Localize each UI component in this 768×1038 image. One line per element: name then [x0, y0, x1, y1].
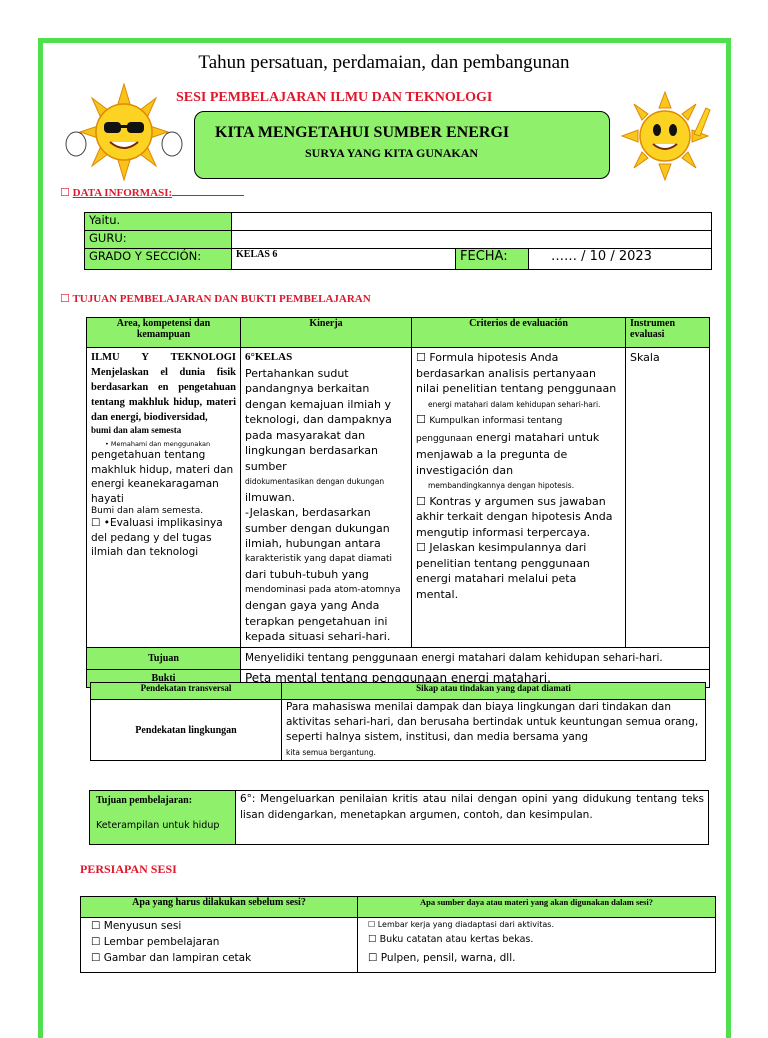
page-subtitle: SURYA YANG KITA GUNAKAN: [305, 146, 479, 160]
prep-table: [80, 896, 716, 973]
transversal-attitude: Para mahasiswa menilai dampak dan biaya lingkungan dari tindakan dan aktivitas sehari-hari, dan berusaha bertindak untuk keuntungan semua orang, seperti halnya sistem, institusi, dan media bersama yang kita semua bergantung.: [282, 700, 706, 761]
criteria-item: ☐ Formula hipotesis Anda berdasarkan analisis pertanyaan nilai penelitian tentang penggunaan energi matahari dalam kehidupan sehari-hari.: [416, 351, 617, 409]
list-item: ☐ Gambar dan lampiran cetak: [91, 952, 252, 964]
criteria-item: ☐ Kumpulkan informasi tentang penggunaan energi matahari untuk menjawab a la pregunta de investigación dan membandingkannya dengan hipotesis.: [416, 413, 600, 490]
bullet-evaluasi: ☐ •Evaluasi implikasinya del pedang y del tugas ilmiah dan teknologi: [91, 517, 223, 558]
area-cell: ILMU Y TEKNOLOGI Menjelaskan el dunia fisik berdasarkan en pengetahuan tentang makhluk hidup, materi dan energi, biodiversidad, bumi dan alam semesta • Memahami dan menggunakan pengetahuan tentang makhluk hidup, materi dan energi keanekaragaman hayati Bumi dan alam semesta. ☐ •Evaluasi implikasinya del pedang y del tugas ilmiah dan teknologi: [87, 348, 241, 648]
list-item: ☐ Pulpen, pensil, warna, dll.: [368, 952, 516, 964]
prep-heading: PERSIAPAN SESI: [80, 862, 177, 876]
data-info-table: [84, 212, 712, 270]
date-label: FECHA:: [456, 249, 529, 270]
checkbox-icon: ☐: [60, 186, 70, 199]
learning-goal-text: 6°: Mengeluarkan penilaian kritis atau nilai dengan opini yang didukung tentang teks lisan didengarkan, menetapkan argumen, contoh, dan kesimpulan.: [236, 791, 709, 845]
sun-sunglasses-icon: [64, 82, 184, 182]
bullet-small: • Memahami dan menggunakan: [105, 440, 211, 448]
criteria-item: ☐ Kontras y argumen sus jawaban akhir terkait dengan hipotesis Anda mengutip informasi terpercaya.: [416, 494, 613, 539]
prep-before-list: [81, 918, 358, 973]
data-info-heading: ☐ DATA INFORMASI:: [60, 186, 244, 199]
prep-materials-list: [358, 918, 716, 973]
bukti-value: Peta mental tentang penggunaan energi matahari.: [241, 669, 710, 687]
sun-pointing-icon: [620, 90, 720, 182]
bukti-label: Bukti: [87, 669, 241, 687]
transversal-table: [90, 682, 706, 761]
date-value: …… / 10 / 2023: [529, 249, 712, 270]
data-value: [232, 213, 712, 231]
col-header: Sikap atau tindakan yang dapat diamati: [282, 683, 706, 700]
criteria-item: ☐ Jelaskan kesimpulannya dari penelitian tentang penggunaan energi matahari melalui peta mental.: [416, 541, 590, 601]
tujuan-value: Menyelidiki tentang penggunaan energi matahari dalam kehidupan sehari-hari.: [241, 647, 710, 669]
motto: Tahun persatuan, perdamaian, dan pembangunan: [198, 52, 570, 73]
col-header: Apa yang harus dilakukan sebelum sesi?: [81, 897, 358, 918]
col-header: Instrumen evaluasi: [626, 318, 710, 348]
data-label: Yaitu.: [85, 213, 232, 231]
instrument-cell: Skala: [626, 348, 710, 648]
list-item: ☐ Buku catatan atau kertas bekas.: [368, 934, 534, 945]
learning-goal-table: [89, 790, 709, 845]
col-header: Criterios de evaluación: [412, 318, 626, 348]
col-header: Apa sumber daya atau materi yang akan digunakan dalam sesi?: [358, 897, 716, 918]
grade-value: KELAS 6: [232, 249, 456, 270]
checkbox-icon: ☐: [60, 292, 70, 305]
learning-goal-label: Tujuan pembelajaran: Keterampilan untuk hidup: [90, 791, 236, 845]
criteria-cell: [412, 348, 626, 648]
col-header: Area, kompetensi dan kemampuan: [87, 318, 241, 348]
data-label: GURU:: [85, 231, 232, 249]
page-title: KITA MENGETAHUI SUMBER ENERGI: [215, 124, 510, 141]
objectives-heading: ☐ TUJUAN PEMBELAJARAN DAN BUKTI PEMBELAJARAN: [60, 292, 371, 305]
col-header: Pendekatan transversal: [91, 683, 282, 700]
list-item: ☐ Menyusun sesi: [91, 920, 182, 932]
objectives-table: [86, 317, 710, 688]
grade-label: GRADO Y SECCIÓN:: [85, 249, 232, 270]
col-header: Kinerja: [241, 318, 412, 348]
transversal-approach: Pendekatan lingkungan: [91, 700, 282, 761]
session-title: SESI PEMBELAJARAN ILMU DAN TEKNOLOGI: [176, 90, 493, 105]
kinerja-cell: 6°KELAS Pertahankan sudut pandangnya berkaitan dengan kemajuan ilmiah y teknologi, dan dampaknya pada masyarakat dan lingkungan berdasarkan sumber didokumentasikan dengan dukungan ilmuwan. -Jelaskan, berdasarkan sumber dengan dukungan ilmiah, hubungan antara karakteristik yang dapat diamati dari tubuh-tubuh yang mendominasi pada atom-atomnya dengan gaya yang Anda terapkan pengetahuan ini kepada situasi sehari-hari.: [241, 348, 412, 648]
title-box: [194, 111, 610, 179]
tujuan-label: Tujuan: [87, 647, 241, 669]
data-value: [232, 231, 712, 249]
list-item: ☐ Lembar pembelajaran: [91, 936, 220, 948]
list-item: ☐ Lembar kerja yang diadaptasi dari aktivitas.: [368, 920, 554, 929]
